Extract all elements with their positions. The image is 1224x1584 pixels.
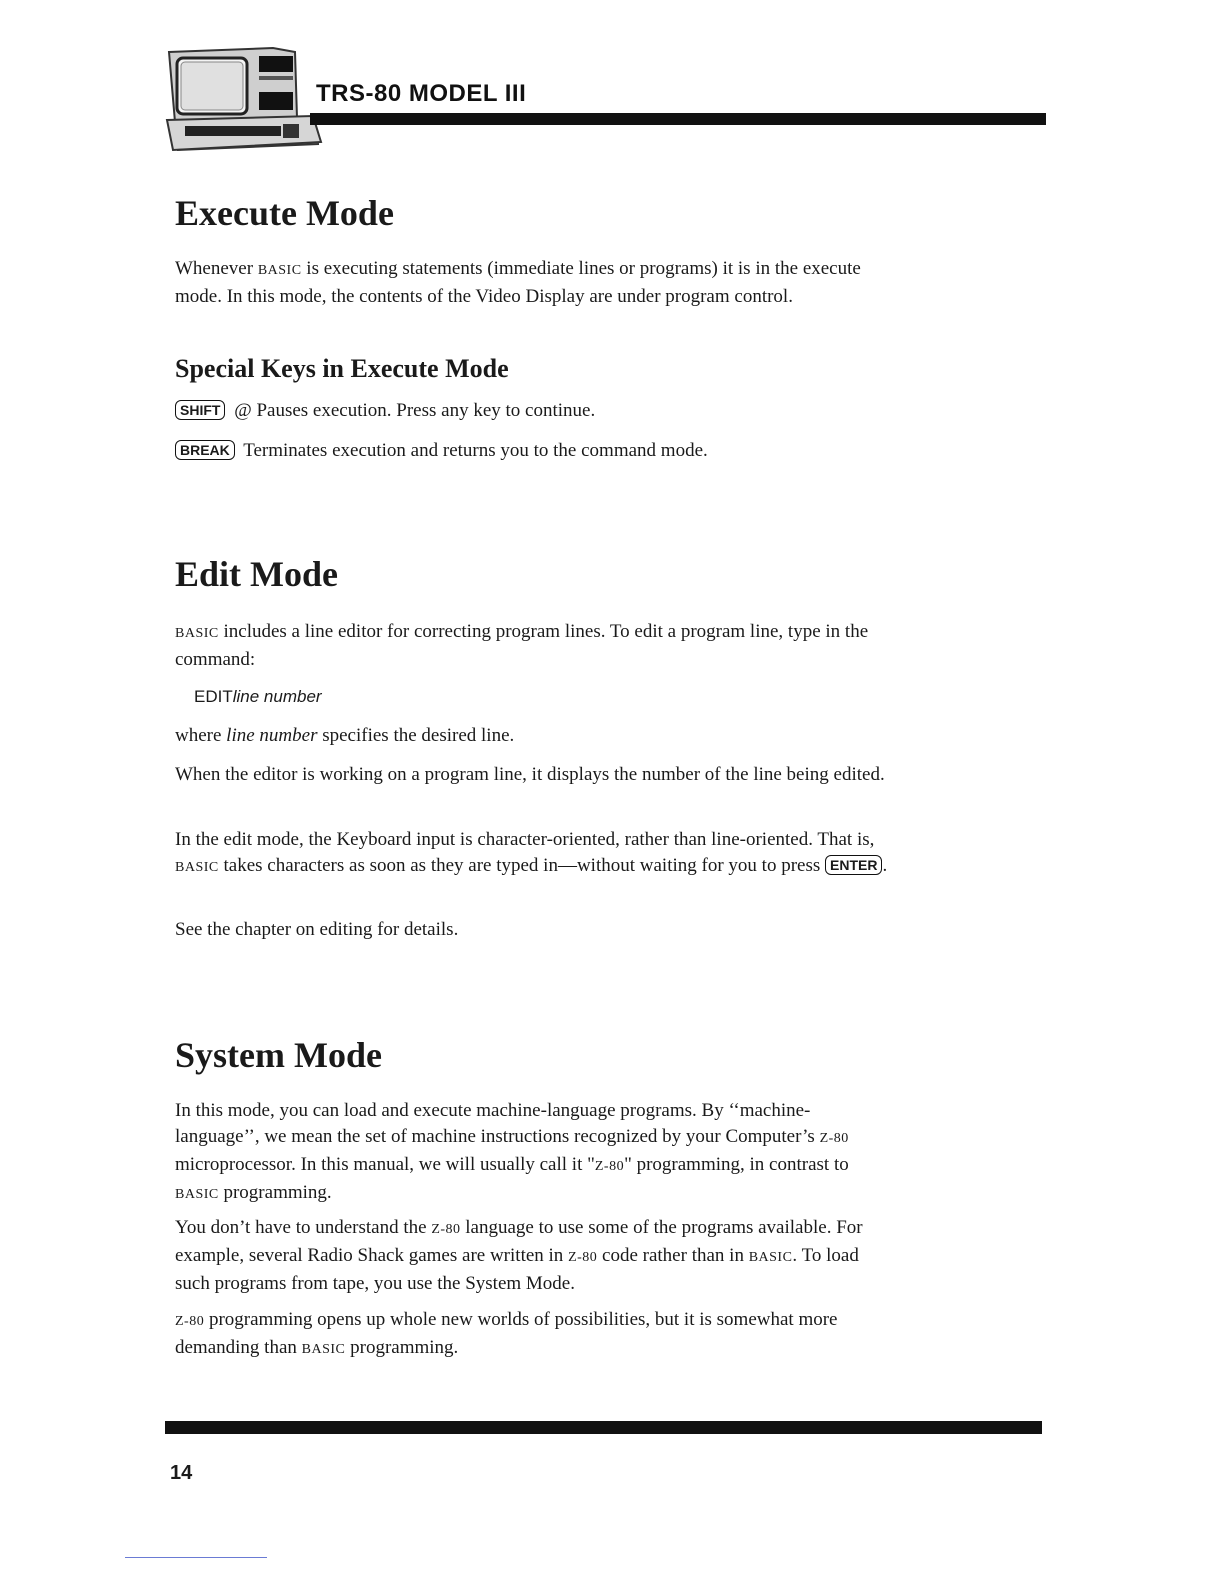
text-run: is executing statements (immediate lines or programs) it is in the execute mode. In this mode, the contents of the Video Display are under program control. [175,258,861,307]
edit-paragraph-2 [175,723,895,749]
text-run: microprocessor. In this manual, we will usually call it " [175,1154,595,1175]
text-run: Whenever [175,258,258,279]
basic-term: BASIC [175,1187,219,1202]
shift-key-description: @ Pauses execution. Press any key to continue. [229,400,596,421]
shift-key-icon: SHIFT [175,400,225,420]
line-number-term: line number [226,725,318,746]
text-run: In the edit mode, the Keyboard input is character-oriented, rather than line-oriented. That is, [175,829,875,850]
basic-term: BASIC [175,626,219,641]
system-paragraph-1 [175,1098,880,1208]
edit-paragraph-1 [175,619,895,673]
edit-command-argument: line number [232,687,322,706]
edit-paragraph-2-wrap [175,723,895,749]
edit-mode-heading: Edit Mode [175,554,339,594]
edit-command-word: EDIT [194,687,233,706]
page-number: 14 [170,1462,193,1484]
computer-logo-icon [163,46,323,158]
system-paragraph-2 [175,1215,880,1297]
text-run: specifies the desired line. [317,725,515,746]
shift-key-paragraph [175,398,895,424]
text-run: . [882,855,888,876]
z80-term: Z-80 [594,1159,625,1174]
edit-paragraph-3: When the editor is working on a program line, it displays the number of the line being edited. [175,764,885,785]
enter-key-icon: ENTER [825,855,882,875]
break-key-line [175,438,895,464]
execute-mode-section [175,192,895,234]
header-rule [310,113,1046,125]
text-run: code rather than in [597,1245,749,1266]
text-run: where [175,725,227,746]
system-mode-heading-wrap [175,1034,895,1076]
edit-paragraph-5-wrap [175,917,895,943]
edit-paragraph-4-wrap [175,827,895,881]
break-key-icon: BREAK [175,440,235,460]
text-run: includes a line editor for correcting program lines. To edit a program line, type in the command: [175,621,869,670]
text-run: programming. [218,1182,332,1203]
z80-term: Z-80 [819,1131,849,1146]
edit-mode-heading-wrap [175,553,895,595]
edit-paragraph-3-wrap [175,762,895,788]
bottom-edge-mark [125,1557,267,1558]
z80-term: Z-80 [431,1222,461,1237]
system-mode-heading: System Mode [175,1035,382,1075]
execute-intro-paragraph [175,256,895,310]
edit-paragraph-4 [175,827,895,881]
text-run: programming. [345,1337,459,1358]
system-paragraph-2-wrap [175,1215,880,1297]
system-paragraph-3-wrap [175,1307,880,1363]
text-run: language to use some of the programs available. For example, several Radio Shack games are written in [175,1217,863,1266]
footer-rule [165,1421,1042,1434]
break-key-paragraph [175,438,895,464]
edit-paragraph-5: See the chapter on editing for details. [175,919,459,940]
z80-term: Z-80 [175,1314,205,1329]
basic-term: BASIC [748,1250,793,1265]
text-run: You don’t have to understand the [175,1217,432,1238]
basic-term: BASIC [257,263,302,278]
text-run: takes characters as soon as they are typed in—without waiting for you to press [218,855,825,876]
special-keys-heading-wrap [175,354,895,384]
text-run: In this mode, you can load and execute machine-language programs. By ‘‘machine-language’’, we mean the set of machine instructions recognized by your Computer’s [175,1100,820,1147]
basic-term: BASIC [175,860,219,875]
special-keys-heading: Special Keys in Execute Mode [175,354,509,383]
break-key-description: Terminates execution and returns you to the command mode. [238,440,708,461]
edit-command-line [194,684,914,710]
text-run: " programming, in contrast to [624,1154,849,1175]
basic-term: BASIC [301,1342,346,1357]
system-paragraph-3 [175,1307,880,1363]
execute-mode-intro [175,256,895,310]
execute-mode-heading: Execute Mode [175,193,394,233]
running-header-title: TRS-80 MODEL III [316,80,527,107]
system-paragraph-1-wrap [175,1098,880,1208]
edit-command [194,684,914,710]
edit-paragraph-1-wrap [175,619,895,673]
z80-term: Z-80 [568,1250,598,1265]
text-run: . To load such programs from tape, you use the System Mode. [175,1245,859,1294]
shift-key-line [175,398,895,424]
text-run: programming opens up whole new worlds of possibilities, but it is somewhat more demanding than [175,1309,838,1358]
